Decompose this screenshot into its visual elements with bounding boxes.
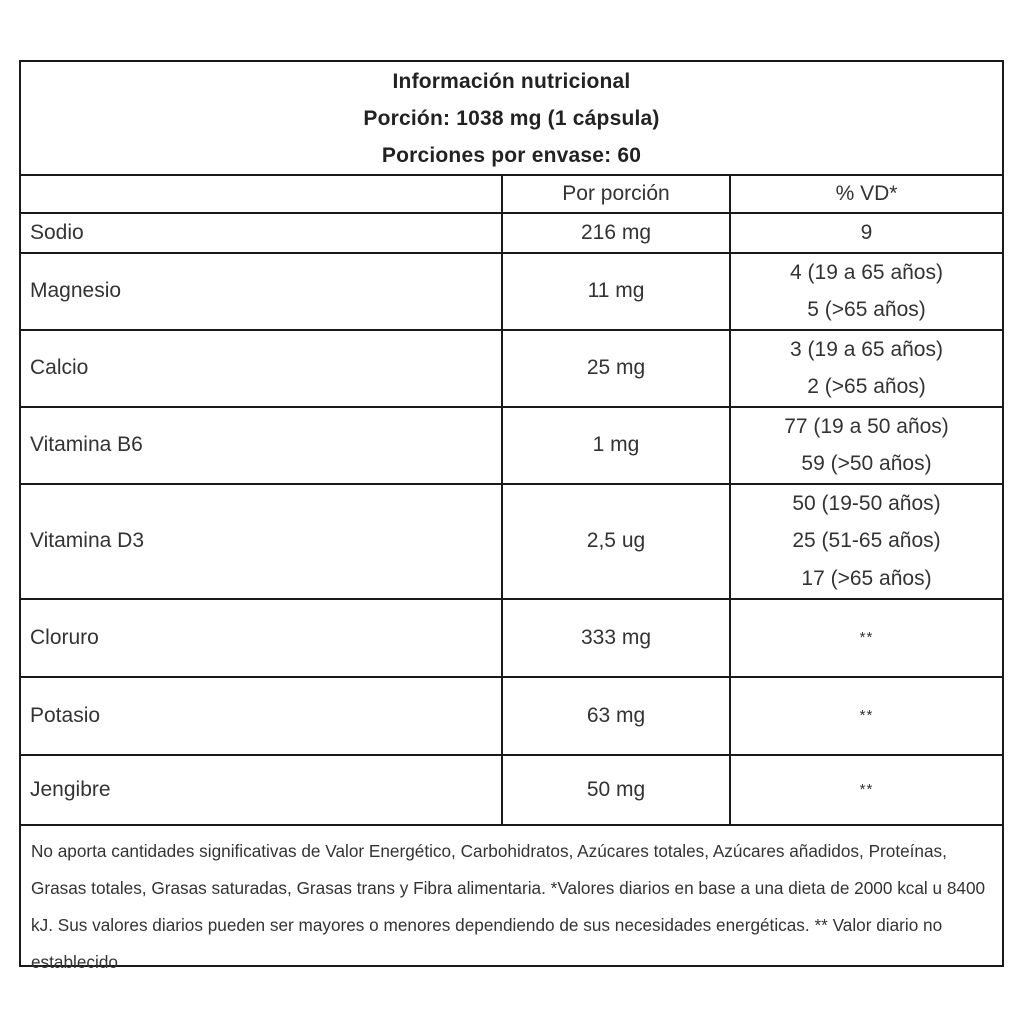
daily-value-line: 17 (>65 años) xyxy=(801,566,932,590)
table-row xyxy=(21,484,1002,599)
table-row xyxy=(21,213,1002,253)
nutrition-facts-panel xyxy=(19,60,1004,972)
nutrient-amount: 333 mg xyxy=(502,599,730,677)
nutrient-amount: 11 mg xyxy=(502,253,730,330)
daily-value-line: ** xyxy=(859,706,874,724)
serving-size: Porción: 1038 mg (1 cápsula) xyxy=(363,106,660,130)
footnote: No aporta cantidades significativas de Valor Energético, Carbohidratos, Azúcares totales, Azúcares añadidos, Proteínas, Grasas totales, Grasas saturadas, Grasas trans y Fibra alimentaria. *Valores diarios en base a una dieta de 2000 kcal u 8400 kJ. Sus valores diarios pueden ser mayores o menores dependiendo de sus necesidades energéticas. ** Valor diario no establecido xyxy=(31,840,986,972)
nutrient-amount: 2,5 ug xyxy=(502,484,730,599)
table-row xyxy=(21,330,1002,407)
nutrient-name: Jengibre xyxy=(21,755,502,825)
column-header-nutrient xyxy=(21,176,502,213)
nutrient-name: Calcio xyxy=(21,330,502,407)
column-header-daily-value: % VD* xyxy=(730,176,1002,213)
daily-value-line: ** xyxy=(859,628,874,646)
table-row xyxy=(21,407,1002,484)
table-row xyxy=(21,253,1002,330)
table-row xyxy=(21,599,1002,677)
daily-value xyxy=(730,253,1002,330)
daily-value-line: 25 (51-65 años) xyxy=(792,529,941,553)
daily-value-line: 59 (>50 años) xyxy=(801,452,932,475)
daily-value-line: 50 (19-50 años) xyxy=(792,491,941,515)
daily-value-line: ** xyxy=(859,780,874,798)
nutrition-header xyxy=(21,62,1002,176)
nutrition-table xyxy=(21,176,1002,826)
nutrient-name: Sodio xyxy=(21,213,502,253)
nutrient-name: Cloruro xyxy=(21,599,502,677)
daily-value-line: 77 (19 a 50 años) xyxy=(784,414,949,438)
nutrient-amount: 50 mg xyxy=(502,755,730,825)
daily-value xyxy=(730,407,1002,484)
column-header-per-serving: Por porción xyxy=(502,176,730,213)
table-row xyxy=(21,755,1002,825)
nutrient-amount: 63 mg xyxy=(502,677,730,755)
nutrient-name: Vitamina D3 xyxy=(21,484,502,599)
daily-value xyxy=(730,213,1002,253)
daily-value-line: 5 (>65 años) xyxy=(807,298,926,321)
daily-value xyxy=(730,484,1002,599)
nutrient-name: Potasio xyxy=(21,677,502,755)
nutrient-name: Vitamina B6 xyxy=(21,407,502,484)
daily-value-line: 2 (>65 años) xyxy=(807,375,926,398)
daily-value xyxy=(730,599,1002,677)
nutrition-title: Información nutricional xyxy=(392,69,631,93)
daily-value xyxy=(730,330,1002,407)
servings-per-container: Porciones por envase: 60 xyxy=(381,143,642,167)
nutrient-amount: 216 mg xyxy=(502,213,730,253)
daily-value xyxy=(730,755,1002,825)
daily-value xyxy=(730,677,1002,755)
nutrient-name: Magnesio xyxy=(21,253,502,330)
daily-value-line: 9 xyxy=(860,221,873,244)
daily-value-line: 3 (19 a 65 años) xyxy=(790,337,943,361)
nutrient-amount: 1 mg xyxy=(502,407,730,484)
nutrient-amount: 25 mg xyxy=(502,330,730,407)
table-row xyxy=(21,677,1002,755)
daily-value-line: 4 (19 a 65 años) xyxy=(790,260,943,284)
column-header-row xyxy=(21,176,1002,213)
